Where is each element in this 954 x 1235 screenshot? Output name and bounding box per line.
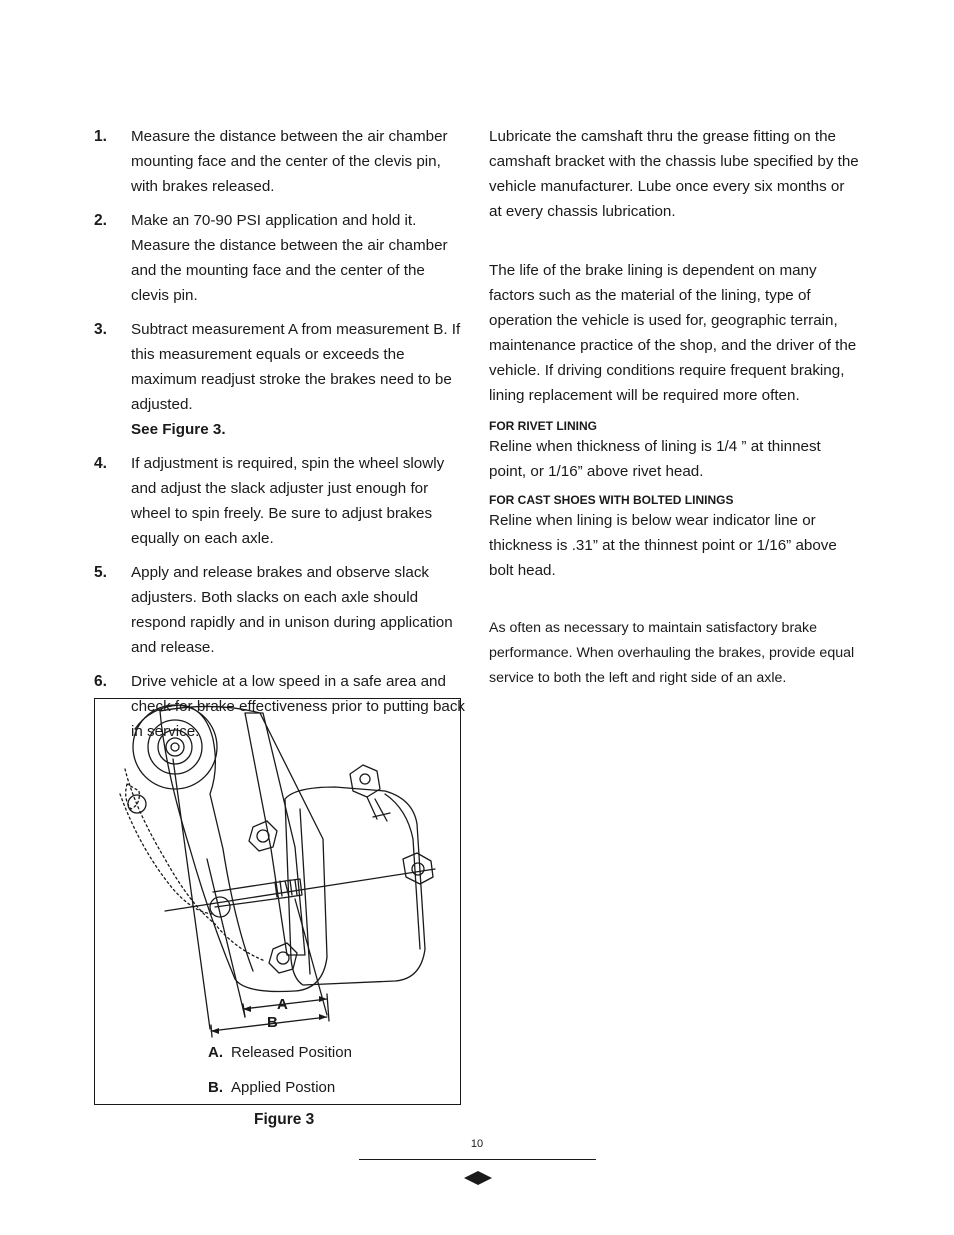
- rivet-lining-text: Reline when thickness of lining is 1/4 ” at thinnest point, or 1/16” above rivet head.: [489, 438, 821, 480]
- step-text: If adjustment is required, spin the wheel slowly and adjust the slack adjuster just enough for wheel to spin freely. Be sure to adjust brakes equally on each axle.: [131, 455, 445, 547]
- step-text: Drive vehicle at a low speed in a safe area and check for brake effectiveness prior to putting back in service.: [131, 673, 466, 740]
- step-number: 5.: [94, 564, 107, 581]
- legend-label: Applied Postion: [231, 1079, 336, 1096]
- step-number: 2.: [94, 212, 107, 229]
- step-number: 1.: [94, 128, 107, 145]
- cast-shoes-text: Reline when lining is below wear indicator line or thickness is .31” at the thinnest point or 1/16” above bolt head.: [489, 512, 837, 579]
- figure-reference: See Figure 3.: [131, 421, 226, 438]
- cast-shoes-heading: FOR CAST SHOES WITH BOLTED LININGS: [489, 493, 734, 507]
- figure-caption: Figure 3: [254, 1111, 315, 1128]
- step-number: 6.: [94, 673, 107, 690]
- legend-key: A.: [208, 1044, 223, 1061]
- step-number: 3.: [94, 321, 107, 338]
- step-number: 4.: [94, 455, 107, 472]
- step-text: Measure the distance between the air chamber mounting face and the center of the clevis pin, with brakes released.: [131, 128, 448, 195]
- step-5: [94, 560, 466, 660]
- step-4: [94, 451, 466, 551]
- lining-life-paragraph: The life of the brake lining is dependent on many factors such as the material of the lining, type of operation the vehicle is used for, geographic terrain, maintenance practice of the shop, and the driver of the vehicle. If driving conditions require frequent braking, lining replacement will be required more often.: [489, 262, 857, 404]
- legend-key: B.: [208, 1079, 223, 1096]
- dimension-b-label: B: [267, 1014, 278, 1031]
- lubrication-paragraph: Lubricate the camshaft thru the grease fitting on the camshaft bracket with the chassis lube specified by the vehicle manufacturer. Lube once every six months or at every chassis lubrication.: [489, 128, 859, 220]
- adjustment-steps: [94, 124, 466, 753]
- step-3: [94, 317, 466, 442]
- page-number: 10: [470, 1138, 484, 1150]
- step-text: Make an 70-90 PSI application and hold it. Measure the distance between the air chamber and the mounting face and the center of the clevis pin.: [131, 212, 448, 304]
- legend-item-a: [208, 1043, 352, 1063]
- rivet-lining-heading: FOR RIVET LINING: [489, 419, 597, 433]
- legend-item-b: [208, 1078, 335, 1098]
- legend-label: Released Position: [231, 1044, 352, 1061]
- diamond-icon: [463, 1170, 493, 1186]
- step-1: [94, 124, 466, 199]
- figure-3-box: [94, 698, 461, 1105]
- step-text: Apply and release brakes and observe slack adjusters. Both slacks on each axle should respond rapidly and in unison during application and release.: [131, 564, 453, 656]
- footer-rule: [359, 1159, 596, 1160]
- dimension-a-label: A: [277, 996, 288, 1013]
- step-2: [94, 208, 466, 308]
- overhaul-paragraph: As often as necessary to maintain satisfactory brake performance. When overhauling the brakes, provide equal service to both the left and right side of an axle.: [489, 620, 855, 686]
- maintenance-column: [489, 124, 861, 691]
- step-text: Subtract measurement A from measurement B. If this measurement equals or exceeds the maximum readjust stroke the brakes need to be adjusted.: [131, 321, 461, 413]
